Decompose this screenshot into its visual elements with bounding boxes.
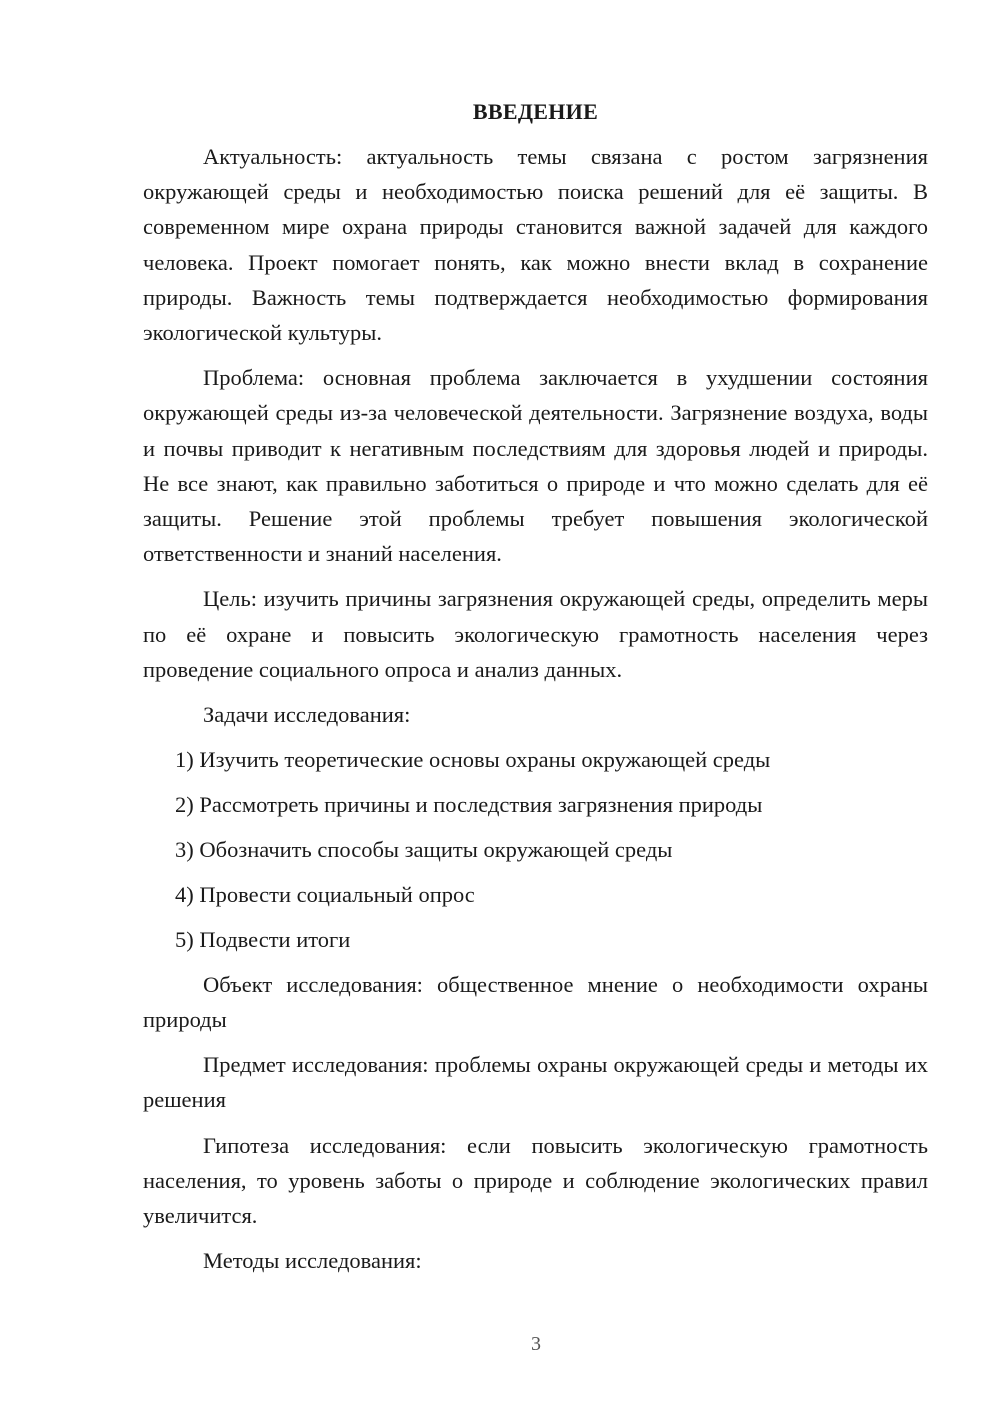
problem-paragraph: Проблема: основная проблема заключается в ухудшении состояния окружающей среды из-за человеческой деятельности. Загрязнение воздуха, воды и почвы приводит к негативным последствиям для здоровья людей и природы. Не все знают, как правильно заботиться о природе и что можно сделать для её защиты. Решение этой проблемы требует повышения экологической ответственности и знаний населения. — [143, 365, 928, 567]
object-paragraph: Объект исследования: общественное мнение о необходимости охраны природы — [143, 971, 928, 1032]
tasks-heading: Задачи исследования: — [203, 702, 411, 728]
hypothesis-paragraph: Гипотеза исследования: если повысить экологическую грамотность населения, то уровень заботы о природе и соблюдение экологических правил увеличится. — [143, 1132, 928, 1228]
task-item: 2) Рассмотреть причины и последствия загрязнения природы — [175, 792, 763, 818]
page-number: 3 — [531, 1333, 541, 1355]
relevance-paragraph: Актуальность: актуальность темы связана с ростом загрязнения окружающей среды и необходимостью поиска решений для её защиты. В современном мире охрана природы становится важной задачей для каждого человека. Проект помогает понять, как можно внести вклад в сохранение природы. Важность темы подтверждается необходимостью формирования экологической культуры. — [143, 144, 928, 346]
subject-paragraph: Предмет исследования: проблемы охраны окружающей среды и методы их решения — [143, 1052, 928, 1113]
task-item: 5) Подвести итоги — [175, 926, 351, 952]
goal-paragraph: Цель: изучить причины загрязнения окружающей среды, определить меры по её охране и повысить экологическую грамотность населения через проведение социального опроса и анализ данных. — [143, 586, 928, 682]
methods-heading: Методы исследования: — [203, 1248, 422, 1274]
task-item: 1) Изучить теоретические основы охраны окружающей среды — [175, 747, 771, 773]
section-title: ВВЕДЕНИЕ — [472, 99, 599, 124]
page-content — [143, 94, 928, 1288]
task-item: 3) Обозначить способы защиты окружающей среды — [175, 837, 673, 863]
task-item: 4) Провести социальный опрос — [175, 881, 475, 907]
